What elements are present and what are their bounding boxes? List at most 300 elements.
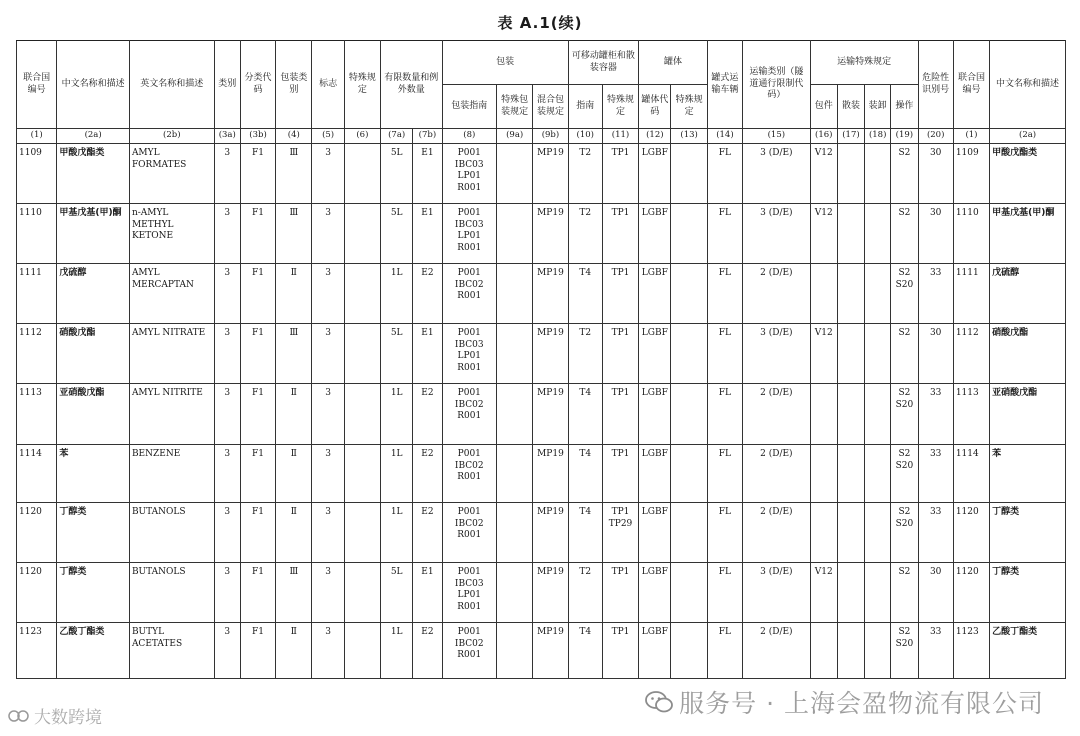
cell-special-provisions [344, 623, 380, 679]
cell-un-no: 1114 [17, 445, 57, 503]
cell-excepted-quantity: E2 [413, 623, 442, 679]
cell-tank-vehicle: FL [707, 264, 742, 324]
cell-packing-instructions: P001 IBC02 R001 [442, 623, 496, 679]
cell-pt-instructions: T4 [568, 264, 602, 324]
column-number: (7a) [381, 129, 413, 144]
cell-tank-special [671, 503, 707, 563]
header-special-provisions: 特殊规定 [344, 41, 380, 129]
cell-name-en: AMYL MERCAPTAN [129, 264, 214, 324]
cell-excepted-quantity: E1 [413, 144, 442, 204]
cell-limited-quantity: 1L [381, 264, 413, 324]
cell-tank-code: LGBF [639, 563, 671, 623]
cell-pt-special: TP1 [602, 445, 638, 503]
cell-bulk [837, 503, 864, 563]
header-un-no: 联合国编号 [17, 41, 57, 129]
table-row [17, 264, 1066, 324]
cell-transport-category: 2 (D/E) [743, 445, 811, 503]
cell-label: 3 [312, 445, 344, 503]
table-row [17, 563, 1066, 623]
header-bulk: 散装 [837, 85, 864, 129]
cell-limited-quantity: 1L [381, 445, 413, 503]
cell-tank-vehicle: FL [707, 144, 742, 204]
column-number: (2a) [57, 129, 130, 144]
cell-un-no-2: 1120 [953, 563, 989, 623]
cell-tank-vehicle: FL [707, 204, 742, 264]
column-number: (12) [639, 129, 671, 144]
header-tank-code: 罐体代码 [639, 85, 671, 129]
table-row [17, 144, 1066, 204]
table-row [17, 324, 1066, 384]
cell-classification-code: F1 [240, 204, 275, 264]
header-name-zh: 中文名称和描述 [57, 41, 130, 129]
cell-classification-code: F1 [240, 264, 275, 324]
cell-transport-category: 3 (D/E) [743, 144, 811, 204]
cell-un-no: 1109 [17, 144, 57, 204]
header-portable-tanks: 可移动罐柜和散装容器 [568, 41, 639, 85]
cell-tank-code: LGBF [639, 384, 671, 445]
cell-tank-vehicle: FL [707, 445, 742, 503]
header-hazard-id: 危险性识别号 [918, 41, 953, 129]
cell-operation: S2 [891, 204, 918, 264]
cell-bulk [837, 563, 864, 623]
column-number: (8) [442, 129, 496, 144]
cell-packing-instructions: P001 IBC02 R001 [442, 384, 496, 445]
watermark-2-text: 大数跨境 [34, 708, 102, 728]
cell-classification-code: F1 [240, 563, 275, 623]
cell-packages: V12 [810, 563, 837, 623]
column-number: (3a) [214, 129, 240, 144]
cell-limited-quantity: 1L [381, 623, 413, 679]
cell-excepted-quantity: E2 [413, 264, 442, 324]
cell-tank-special [671, 204, 707, 264]
cell-un-no-2: 1111 [953, 264, 989, 324]
cell-pt-instructions: T4 [568, 384, 602, 445]
header-special-packing: 特殊包装规定 [497, 85, 533, 129]
cell-tank-code: LGBF [639, 264, 671, 324]
header-name-zh-2: 中文名称和描述 [990, 41, 1066, 129]
cell-packages [810, 503, 837, 563]
cell-excepted-quantity: E1 [413, 204, 442, 264]
column-number: (2a) [990, 129, 1066, 144]
cell-hazard-id: 30 [918, 563, 953, 623]
cell-name-zh: 甲基戊基(甲)酮 [57, 204, 130, 264]
cell-tank-code: LGBF [639, 144, 671, 204]
cell-mixed-packing: MP19 [533, 503, 568, 563]
cell-tank-code: LGBF [639, 324, 671, 384]
table-row [17, 623, 1066, 679]
cell-packages [810, 623, 837, 679]
header-pt-instructions: 指南 [568, 85, 602, 129]
cell-packing-instructions: P001 IBC03 LP01 R001 [442, 324, 496, 384]
cell-label: 3 [312, 623, 344, 679]
header-pt-special: 特殊规定 [602, 85, 638, 129]
cell-excepted-quantity: E2 [413, 503, 442, 563]
table-row [17, 445, 1066, 503]
cell-special-packing [497, 324, 533, 384]
cell-packages: V12 [810, 324, 837, 384]
cell-hazard-id: 33 [918, 264, 953, 324]
cell-hazard-id: 33 [918, 503, 953, 563]
header-loading: 装卸 [865, 85, 891, 129]
cell-un-no: 1110 [17, 204, 57, 264]
cell-un-no: 1120 [17, 563, 57, 623]
cell-pt-special: TP1 [602, 144, 638, 204]
cell-limited-quantity: 5L [381, 563, 413, 623]
cell-packing-instructions: P001 IBC03 LP01 R001 [442, 144, 496, 204]
cell-class: 3 [214, 445, 240, 503]
column-number: (10) [568, 129, 602, 144]
cell-name-en: BUTANOLS [129, 563, 214, 623]
cell-name-zh-2: 硝酸戊酯 [990, 324, 1066, 384]
cell-special-packing [497, 563, 533, 623]
cell-loading [865, 445, 891, 503]
header-label: 标志 [312, 41, 344, 129]
cell-special-provisions [344, 563, 380, 623]
cell-bulk [837, 204, 864, 264]
cell-classification-code: F1 [240, 503, 275, 563]
cell-label: 3 [312, 204, 344, 264]
cell-mixed-packing: MP19 [533, 623, 568, 679]
cell-tank-special [671, 563, 707, 623]
cell-classification-code: F1 [240, 384, 275, 445]
column-number: (16) [810, 129, 837, 144]
cell-tank-special [671, 384, 707, 445]
cell-pt-special: TP1 [602, 623, 638, 679]
cell-loading [865, 384, 891, 445]
cell-special-provisions [344, 384, 380, 445]
cell-name-zh: 丁醇类 [57, 503, 130, 563]
column-number: (6) [344, 129, 380, 144]
cell-name-zh-2: 甲基戊基(甲)酮 [990, 204, 1066, 264]
cell-un-no-2: 1113 [953, 384, 989, 445]
cell-label: 3 [312, 563, 344, 623]
cell-transport-category: 3 (D/E) [743, 204, 811, 264]
cell-bulk [837, 445, 864, 503]
cell-hazard-id: 30 [918, 144, 953, 204]
cell-special-provisions [344, 503, 380, 563]
cell-classification-code: F1 [240, 445, 275, 503]
cell-loading [865, 563, 891, 623]
cell-name-zh: 丁醇类 [57, 563, 130, 623]
cell-name-zh: 苯 [57, 445, 130, 503]
cell-hazard-id: 33 [918, 445, 953, 503]
cell-tank-code: LGBF [639, 623, 671, 679]
cell-class: 3 [214, 324, 240, 384]
cell-name-zh: 硝酸戊酯 [57, 324, 130, 384]
watermark-2 [8, 703, 102, 728]
cell-loading [865, 204, 891, 264]
watermark [645, 684, 1044, 720]
cell-bulk [837, 144, 864, 204]
cell-special-packing [497, 204, 533, 264]
cell-label: 3 [312, 503, 344, 563]
cell-pt-special: TP1 [602, 563, 638, 623]
cell-special-packing [497, 264, 533, 324]
cell-pt-instructions: T2 [568, 204, 602, 264]
cell-packages [810, 264, 837, 324]
cell-excepted-quantity: E2 [413, 384, 442, 445]
cell-bulk [837, 384, 864, 445]
cell-tank-code: LGBF [639, 204, 671, 264]
cell-pt-special: TP1 [602, 204, 638, 264]
column-number: (17) [837, 129, 864, 144]
logo-icon [8, 708, 30, 724]
cell-class: 3 [214, 503, 240, 563]
watermark-text: 服务号 · 上海会盈物流有限公司 [679, 689, 1044, 718]
cell-packing-instructions: P001 IBC02 R001 [442, 264, 496, 324]
cell-class: 3 [214, 623, 240, 679]
column-number: (15) [743, 129, 811, 144]
column-number: (2b) [129, 129, 214, 144]
header-special-transport: 运输特殊规定 [810, 41, 918, 85]
cell-name-zh-2: 苯 [990, 445, 1066, 503]
cell-operation: S2 [891, 324, 918, 384]
cell-packing-group: Ⅲ [276, 144, 312, 204]
cell-bulk [837, 264, 864, 324]
cell-pt-special: TP1 [602, 264, 638, 324]
cell-name-zh: 亚硝酸戊酯 [57, 384, 130, 445]
cell-name-en: BUTANOLS [129, 503, 214, 563]
header-packing-group: 包装类别 [276, 41, 312, 129]
cell-un-no-2: 1109 [953, 144, 989, 204]
cell-un-no-2: 1112 [953, 324, 989, 384]
cell-tank-special [671, 264, 707, 324]
cell-limited-quantity: 5L [381, 144, 413, 204]
column-number: (14) [707, 129, 742, 144]
cell-class: 3 [214, 264, 240, 324]
cell-pt-special: TP1 [602, 384, 638, 445]
cell-un-no: 1120 [17, 503, 57, 563]
cell-un-no-2: 1110 [953, 204, 989, 264]
cell-operation: S2 S20 [891, 264, 918, 324]
column-number: (11) [602, 129, 638, 144]
header-code: 分类代码 [240, 41, 275, 129]
cell-name-zh-2: 亚硝酸戊酯 [990, 384, 1066, 445]
cell-name-zh: 乙酸丁酯类 [57, 623, 130, 679]
header-packaging: 包装 [442, 41, 568, 85]
cell-tank-special [671, 445, 707, 503]
cell-operation: S2 S20 [891, 445, 918, 503]
cell-transport-category: 3 (D/E) [743, 324, 811, 384]
cell-special-provisions [344, 264, 380, 324]
cell-mixed-packing: MP19 [533, 204, 568, 264]
cell-mixed-packing: MP19 [533, 144, 568, 204]
cell-mixed-packing: MP19 [533, 264, 568, 324]
cell-special-provisions [344, 204, 380, 264]
cell-pt-instructions: T2 [568, 324, 602, 384]
header-tank-special: 特殊规定 [671, 85, 707, 129]
cell-mixed-packing: MP19 [533, 324, 568, 384]
header-tank: 罐体 [639, 41, 708, 85]
cell-classification-code: F1 [240, 623, 275, 679]
cell-mixed-packing: MP19 [533, 445, 568, 503]
column-number: (20) [918, 129, 953, 144]
cell-mixed-packing: MP19 [533, 384, 568, 445]
column-number: (9a) [497, 129, 533, 144]
cell-name-en: n-AMYL METHYL KETONE [129, 204, 214, 264]
cell-special-provisions [344, 144, 380, 204]
cell-operation: S2 S20 [891, 384, 918, 445]
column-number: (7b) [413, 129, 442, 144]
cell-pt-instructions: T4 [568, 445, 602, 503]
cell-tank-code: LGBF [639, 445, 671, 503]
column-number: (19) [891, 129, 918, 144]
cell-un-no: 1113 [17, 384, 57, 445]
column-number: (18) [865, 129, 891, 144]
cell-packing-group: Ⅱ [276, 623, 312, 679]
cell-packing-group: Ⅱ [276, 264, 312, 324]
cell-transport-category: 3 (D/E) [743, 563, 811, 623]
cell-transport-category: 2 (D/E) [743, 264, 811, 324]
cell-name-en: AMYL NITRATE [129, 324, 214, 384]
cell-name-zh-2: 丁醇类 [990, 503, 1066, 563]
cell-packing-group: Ⅲ [276, 324, 312, 384]
cell-label: 3 [312, 324, 344, 384]
cell-operation: S2 S20 [891, 503, 918, 563]
cell-label: 3 [312, 384, 344, 445]
cell-name-zh-2: 乙酸丁酯类 [990, 623, 1066, 679]
cell-loading [865, 324, 891, 384]
cell-special-provisions [344, 445, 380, 503]
column-number: (9b) [533, 129, 568, 144]
cell-packing-instructions: P001 IBC02 R001 [442, 445, 496, 503]
column-number: (1) [953, 129, 989, 144]
table-title: 表 A.1(续) [497, 14, 583, 32]
cell-name-en: AMYL FORMATES [129, 144, 214, 204]
cell-name-en: AMYL NITRITE [129, 384, 214, 445]
cell-packing-instructions: P001 IBC02 R001 [442, 503, 496, 563]
cell-packages: V12 [810, 144, 837, 204]
header-mixed-packing: 混合包装规定 [533, 85, 568, 129]
column-number: (4) [276, 129, 312, 144]
cell-loading [865, 144, 891, 204]
header-un-no-2: 联合国编号 [953, 41, 989, 129]
header-packages: 包件 [810, 85, 837, 129]
cell-classification-code: F1 [240, 144, 275, 204]
cell-operation: S2 S20 [891, 623, 918, 679]
cell-un-no-2: 1114 [953, 445, 989, 503]
dangerous-goods-table [16, 40, 1066, 679]
cell-packing-instructions: P001 IBC03 LP01 R001 [442, 204, 496, 264]
cell-packing-instructions: P001 IBC03 LP01 R001 [442, 563, 496, 623]
cell-packages [810, 445, 837, 503]
header-transport-category: 运输类别（隧道通行限制代码） [743, 41, 811, 129]
cell-hazard-id: 30 [918, 324, 953, 384]
cell-packing-group: Ⅲ [276, 204, 312, 264]
cell-excepted-quantity: E2 [413, 445, 442, 503]
cell-mixed-packing: MP19 [533, 563, 568, 623]
cell-loading [865, 503, 891, 563]
cell-special-packing [497, 144, 533, 204]
cell-limited-quantity: 5L [381, 204, 413, 264]
cell-tank-vehicle: FL [707, 563, 742, 623]
cell-pt-instructions: T2 [568, 563, 602, 623]
cell-un-no-2: 1120 [953, 503, 989, 563]
cell-hazard-id: 33 [918, 384, 953, 445]
cell-class: 3 [214, 204, 240, 264]
cell-un-no-2: 1123 [953, 623, 989, 679]
cell-name-zh-2: 丁醇类 [990, 563, 1066, 623]
table-row [17, 204, 1066, 264]
cell-limited-quantity: 1L [381, 503, 413, 563]
header-packing-instructions: 包装指南 [442, 85, 496, 129]
table-row [17, 503, 1066, 563]
cell-class: 3 [214, 563, 240, 623]
cell-bulk [837, 623, 864, 679]
cell-packing-group: Ⅱ [276, 503, 312, 563]
cell-tank-special [671, 144, 707, 204]
cell-packages: V12 [810, 204, 837, 264]
cell-hazard-id: 33 [918, 623, 953, 679]
cell-special-packing [497, 384, 533, 445]
cell-limited-quantity: 5L [381, 324, 413, 384]
cell-hazard-id: 30 [918, 204, 953, 264]
cell-bulk [837, 324, 864, 384]
cell-pt-special: TP1 [602, 324, 638, 384]
cell-label: 3 [312, 264, 344, 324]
cell-class: 3 [214, 144, 240, 204]
cell-pt-special: TP1 TP29 [602, 503, 638, 563]
cell-name-zh: 戊硫醇 [57, 264, 130, 324]
cell-packing-group: Ⅱ [276, 445, 312, 503]
cell-un-no: 1123 [17, 623, 57, 679]
table-row [17, 384, 1066, 445]
column-number: (13) [671, 129, 707, 144]
cell-tank-vehicle: FL [707, 623, 742, 679]
cell-tank-code: LGBF [639, 503, 671, 563]
cell-name-en: BENZENE [129, 445, 214, 503]
column-number: (5) [312, 129, 344, 144]
cell-name-en: BUTYL ACETATES [129, 623, 214, 679]
cell-operation: S2 [891, 563, 918, 623]
cell-tank-special [671, 623, 707, 679]
column-number: (1) [17, 129, 57, 144]
cell-operation: S2 [891, 144, 918, 204]
cell-un-no: 1112 [17, 324, 57, 384]
cell-name-zh-2: 戊硫醇 [990, 264, 1066, 324]
cell-special-packing [497, 623, 533, 679]
cell-transport-category: 2 (D/E) [743, 503, 811, 563]
cell-special-provisions [344, 324, 380, 384]
cell-loading [865, 623, 891, 679]
cell-name-zh-2: 甲酸戊酯类 [990, 144, 1066, 204]
cell-tank-vehicle: FL [707, 384, 742, 445]
cell-excepted-quantity: E1 [413, 324, 442, 384]
header-name-en: 英文名称和描述 [129, 41, 214, 129]
header-tank-vehicle: 罐式运输车辆 [707, 41, 742, 129]
cell-packing-group: Ⅱ [276, 384, 312, 445]
column-number: (3b) [240, 129, 275, 144]
cell-pt-instructions: T2 [568, 144, 602, 204]
cell-tank-vehicle: FL [707, 324, 742, 384]
cell-tank-vehicle: FL [707, 503, 742, 563]
header-operation: 操作 [891, 85, 918, 129]
cell-un-no: 1111 [17, 264, 57, 324]
cell-packages [810, 384, 837, 445]
wechat-icon [645, 691, 673, 713]
cell-pt-instructions: T4 [568, 623, 602, 679]
cell-name-zh: 甲酸戊酯类 [57, 144, 130, 204]
header-class: 类别 [214, 41, 240, 129]
cell-excepted-quantity: E1 [413, 563, 442, 623]
cell-loading [865, 264, 891, 324]
cell-special-packing [497, 445, 533, 503]
cell-classification-code: F1 [240, 324, 275, 384]
cell-special-packing [497, 503, 533, 563]
cell-transport-category: 2 (D/E) [743, 384, 811, 445]
cell-transport-category: 2 (D/E) [743, 623, 811, 679]
cell-label: 3 [312, 144, 344, 204]
